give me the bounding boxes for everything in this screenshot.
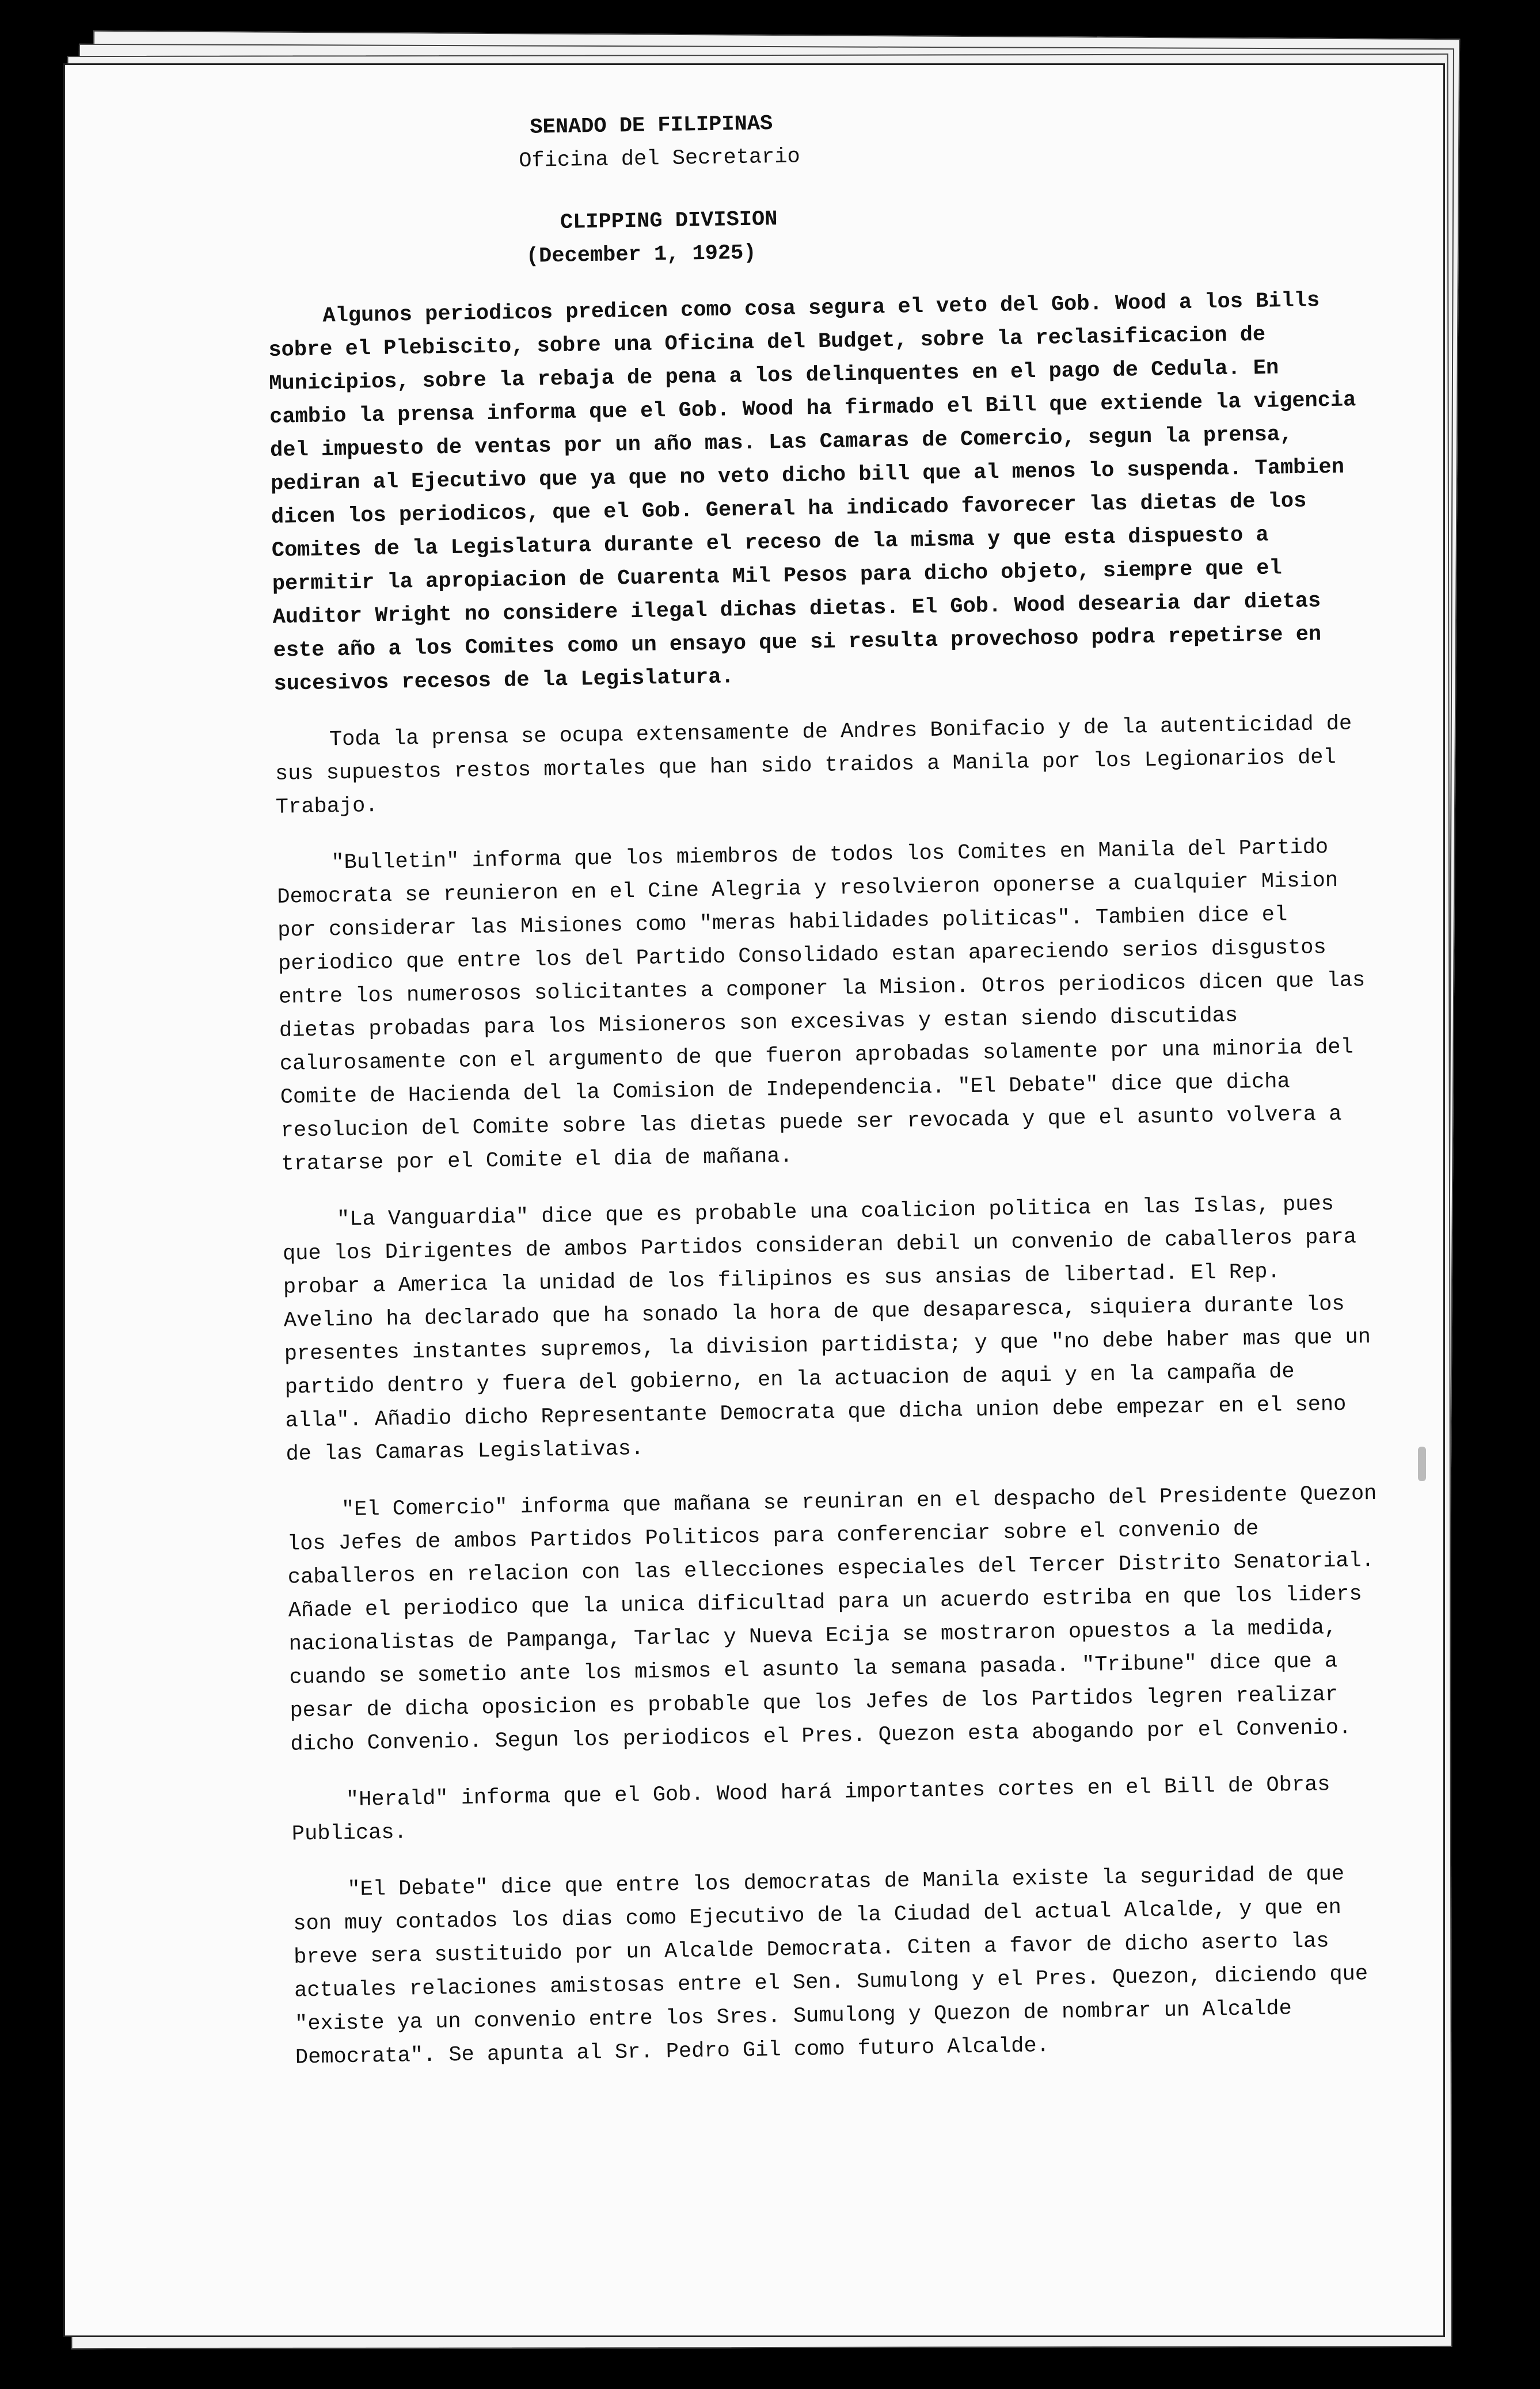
office-title: Oficina del Secretario — [518, 144, 801, 174]
document-date: (December 1, 1925) — [526, 241, 756, 269]
division-title: CLIPPING DIVISION — [560, 207, 778, 235]
document-body — [265, 98, 1390, 2097]
paragraph-4: "La Vanguardia" dice que es probable una coalicion politica en las Islas, pues que los Dirigentes de ambos Partidos consideran debil un convenio de caballeros para probar a America la unidad de los filipinos es sus ansias de libertad. El Rep. Avelino ha declarado que ha sonado la hora de que desaparesca, siquiera durante los presentes instantes supremos, la division partidista; y que "no debe haber mas que un partido dentro y fuera del gobierno, en la actuacion de aqui y en la campaña de alla". Añadio dicho Representante Democrata que dicha union debe empezar en el seno de las Camaras Legislativas. — [282, 1192, 1371, 1467]
paragraph-2: Toda la prensa se ocupa extensamente de Andres Bonifacio y de la autenticidad de sus supuestos restos mortales que han sido traidos a Manila por los Legionarios del Trabajo. — [275, 712, 1352, 820]
document-header — [518, 98, 1361, 273]
paragraph-3: "Bulletin" informa que los miembros de todos los Comites en Manila del Partido Democrata se reunieron en el Cine Alegria y resolvieron oponerse a cualquier Mision por considerar las Misiones como "meras habilidades politicas". Tambien dice el periodico que entre los del Partido Consolidado estan apareciendo serios disgustos entre los numerosos solicitantes a componer la Mision. Otros periodicos dicen que las dietas probadas para los Misioneros son excesivas y estan siendo discutidas calurosamente con el argumento de que fueron aprobadas solamente por una minoria del Comite de Hacienda del la Comision de Independencia. "El Debate" dice que dicha resolucion del Comite sobre las dietas puede ser revocada y que el asunto volvera a tratarse por el Comite el dia de mañana. — [277, 835, 1366, 1177]
paragraph-7: "El Debate" dice que entre los democratas de Manila existe la seguridad de que son muy contados los dias como Ejecutivo de la Ciudad del actual Alcalde, y que en breve sera sustituido por un Alcalde Democrata. Citen a favor de dicho aserto las actuales relaciones amistosas entre el Sen. Sumulong y el Pres. Quezon, diciendo que "existe ya un convenio entre los Sres. Sumulong y Quezon de nombrar un Alcalde Democrata". Se apunta al Sr. Pedro Gil como futuro Alcalde. — [293, 1862, 1368, 2070]
paper-mark — [1418, 1447, 1426, 1481]
paragraph-6: "Herald" informa que el Gob. Wood hará importantes cortes en el Bill de Obras Publicas. — [291, 1772, 1330, 1847]
paragraph-1: Algunos periodicos predicen como cosa segura el veto del Gob. Wood a los Bills sobre el Plebiscito, sobre una Oficina del Budget, sobre la reclasificacion de Municipios, sobre la rebaja de pena a los delinquentes en el pago de Cedula. En cambio la prensa informa que el Gob. Wood ha firmado el Bill que extiende la vigencia del impuesto de ventas por un año mas. Las Camaras de Comercio, segun la prensa, pediran al Ejecutivo que ya que no veto dicho bill que al menos lo suspenda. Tambien dicen los periodicos, que el Gob. General ha indicado favorecer las dietas de los Comites de la Legislatura durante el receso de la misma y que esta dispuesto a permitir la apropiacion de Cuarenta Mil Pesos para dicho objeto, siempre que el Auditor Wright no considere ilegal dichas dietas. El Gob. Wood desearia dar dietas este año a los Comites como un ensayo que si resulta provechoso podra repetirse en sucesivos recesos de la Legislatura. — [268, 288, 1356, 697]
senate-title: SENADO DE FILIPINAS — [530, 112, 773, 140]
paragraph-5: "El Comercio" informa que mañana se reuniran en el despacho del Presidente Quezon los Jefes de ambos Partidos Politicos para conferenciar sobre el convenio de caballeros en relacion con las ellecciones especiales del Tercer Distrito Senatorial. Añade el periodico que la unica dificultad para un acuerdo estriba en que los liders nacionalistas de Pampanga, Tarlac y Nueva Ecija se mostraron opuestos a la medida, cuando se sometio ante los mismos el asunto la semana pasada. "Tribune" dice que a pesar de dicha oposicion es probable que los Jefes de los Partidos legren realizar dicho Convenio. Segun los periodicos el Pres. Quezon esta abogando por el Convenio. — [287, 1481, 1377, 1757]
